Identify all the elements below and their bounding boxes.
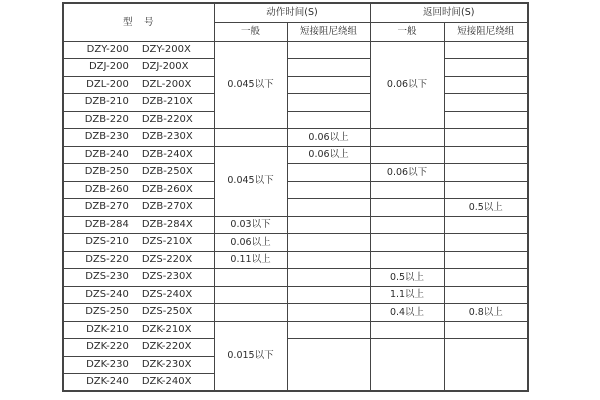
value-cell: 1.1以上 xyxy=(370,286,444,304)
model-cell xyxy=(63,146,214,164)
model-label: DZB-230X xyxy=(141,131,193,143)
model-label: DZK-230 xyxy=(86,358,129,370)
model-label: DZB-240X xyxy=(141,148,193,160)
model-label: DZB-284 xyxy=(84,218,129,230)
model-pair xyxy=(64,132,214,142)
model-label: DZB-250 xyxy=(84,166,129,178)
value-cell xyxy=(287,181,370,199)
table-row xyxy=(63,59,528,77)
model-cell xyxy=(63,269,214,287)
table-row xyxy=(63,76,528,94)
model-pair xyxy=(64,377,214,387)
value-cell xyxy=(444,286,528,304)
table-row xyxy=(63,146,528,164)
value-cell xyxy=(370,146,444,164)
value-cell xyxy=(444,269,528,287)
value-cell xyxy=(370,181,444,199)
model-label: DZS-250 xyxy=(85,306,129,318)
value-cell xyxy=(287,164,370,182)
model-pair xyxy=(64,185,214,195)
model-label: DZB-260 xyxy=(84,183,129,195)
model-label: DZB-270 xyxy=(84,201,129,213)
model-label: DZL-200 xyxy=(86,78,129,90)
model-cell xyxy=(63,216,214,234)
value-cell xyxy=(444,181,528,199)
model-cell xyxy=(63,286,214,304)
model-cell xyxy=(63,94,214,112)
value-cell: 0.045以下 xyxy=(214,146,287,216)
value-cell xyxy=(214,304,287,322)
model-label: DZK-210 xyxy=(86,323,129,335)
model-label: DZS-250X xyxy=(141,306,193,318)
table-row xyxy=(63,94,528,112)
value-cell xyxy=(214,286,287,304)
value-cell xyxy=(444,59,528,77)
value-cell xyxy=(370,321,444,339)
model-label: DZL-200X xyxy=(141,78,192,90)
action-general-subheader: 一般 xyxy=(214,22,287,41)
model-label: DZB-240 xyxy=(84,148,129,160)
model-pair xyxy=(64,237,214,247)
model-label: DZK-220 xyxy=(86,341,129,353)
value-cell xyxy=(444,234,528,252)
model-cell xyxy=(63,199,214,217)
table-row xyxy=(63,251,528,269)
model-label: DZK-230X xyxy=(141,358,192,370)
model-label: DZK-240X xyxy=(141,376,192,387)
header-row-groups xyxy=(63,3,528,22)
model-cell xyxy=(63,234,214,252)
model-pair xyxy=(64,80,214,90)
return-damping-subheader: 短接阻尼绕组 xyxy=(444,22,528,41)
value-cell xyxy=(287,59,370,77)
model-pair xyxy=(64,342,214,352)
model-pair xyxy=(64,150,214,160)
model-label: DZB-260X xyxy=(141,183,193,195)
value-cell xyxy=(287,216,370,234)
value-cell: 0.06以上 xyxy=(214,234,287,252)
model-pair xyxy=(64,360,214,370)
value-cell xyxy=(444,76,528,94)
value-cell xyxy=(287,269,370,287)
model-cell xyxy=(63,356,214,374)
model-label: DZB-220 xyxy=(84,113,129,125)
spec-table-body xyxy=(63,41,528,391)
model-pair xyxy=(64,115,214,125)
value-cell: 0.4以上 xyxy=(370,304,444,322)
model-cell xyxy=(63,321,214,339)
model-pair xyxy=(64,45,214,55)
model-cell xyxy=(63,164,214,182)
model-label: DZJ-200X xyxy=(141,61,189,73)
table-row xyxy=(63,286,528,304)
model-cell xyxy=(63,76,214,94)
model-pair xyxy=(64,202,214,212)
value-cell xyxy=(444,164,528,182)
table-row xyxy=(63,41,528,59)
value-cell: 0.5以上 xyxy=(444,199,528,217)
model-cell xyxy=(63,111,214,129)
model-label: DZB-210X xyxy=(141,96,193,108)
value-cell xyxy=(444,111,528,129)
table-row xyxy=(63,339,528,357)
value-cell: 0.045以下 xyxy=(214,41,287,129)
model-label: DZS-220X xyxy=(141,253,193,265)
model-pair xyxy=(64,220,214,230)
model-pair xyxy=(64,255,214,265)
model-cell xyxy=(63,59,214,77)
value-cell xyxy=(444,251,528,269)
model-cell xyxy=(63,129,214,147)
table-row xyxy=(63,164,528,182)
table-row xyxy=(63,199,528,217)
table-row xyxy=(63,304,528,322)
model-label: DZS-220 xyxy=(85,253,129,265)
model-pair xyxy=(64,290,214,300)
model-label: DZB-220X xyxy=(141,113,193,125)
model-cell xyxy=(63,251,214,269)
model-cell xyxy=(63,304,214,322)
value-cell: 0.03以下 xyxy=(214,216,287,234)
model-label: DZB-250X xyxy=(141,166,193,178)
value-cell xyxy=(444,146,528,164)
model-label: DZK-240 xyxy=(86,376,129,387)
model-cell xyxy=(63,41,214,59)
value-cell xyxy=(444,129,528,147)
model-pair xyxy=(64,167,214,177)
value-cell xyxy=(370,199,444,217)
model-cell xyxy=(63,339,214,357)
model-column-header: 型 号 xyxy=(63,3,214,41)
value-cell xyxy=(444,339,528,392)
value-cell xyxy=(214,269,287,287)
model-label: DZY-200 xyxy=(86,43,129,55)
table-row xyxy=(63,269,528,287)
value-cell xyxy=(287,234,370,252)
value-cell xyxy=(370,234,444,252)
model-label: DZJ-200 xyxy=(88,61,129,73)
value-cell: 0.8以上 xyxy=(444,304,528,322)
value-cell xyxy=(444,94,528,112)
value-cell xyxy=(287,251,370,269)
model-label: DZS-240 xyxy=(85,288,129,300)
value-cell xyxy=(287,199,370,217)
value-cell xyxy=(370,129,444,147)
value-cell xyxy=(287,41,370,59)
value-cell xyxy=(370,216,444,234)
value-cell xyxy=(214,129,287,147)
table-row xyxy=(63,321,528,339)
model-cell xyxy=(63,374,214,392)
value-cell xyxy=(287,76,370,94)
value-cell: 0.015以下 xyxy=(214,321,287,391)
action-time-header: 动作时间(S) xyxy=(214,3,370,22)
value-cell xyxy=(287,94,370,112)
value-cell xyxy=(287,286,370,304)
return-general-subheader: 一般 xyxy=(370,22,444,41)
value-cell xyxy=(287,304,370,322)
table-row xyxy=(63,129,528,147)
model-pair xyxy=(64,97,214,107)
model-label: DZB-210 xyxy=(84,96,129,108)
model-label: DZK-220X xyxy=(141,341,192,353)
model-label: DZS-240X xyxy=(141,288,193,300)
model-label: DZB-270X xyxy=(141,201,193,213)
value-cell xyxy=(370,251,444,269)
value-cell xyxy=(444,216,528,234)
value-cell xyxy=(370,339,444,392)
value-cell xyxy=(287,339,370,392)
table-row xyxy=(63,234,528,252)
value-cell: 0.06以下 xyxy=(370,41,444,129)
model-label: DZS-230X xyxy=(141,271,193,283)
model-label: DZB-284X xyxy=(141,218,193,230)
table-row xyxy=(63,216,528,234)
model-label: DZS-210X xyxy=(141,236,193,248)
spec-table-head xyxy=(63,3,528,41)
model-cell xyxy=(63,181,214,199)
action-damping-subheader: 短接阻尼绕组 xyxy=(287,22,370,41)
value-cell: 0.06以上 xyxy=(287,129,370,147)
model-label: DZS-230 xyxy=(85,271,129,283)
model-pair xyxy=(64,307,214,317)
model-label: DZY-200X xyxy=(141,43,191,55)
table-row xyxy=(63,181,528,199)
value-cell xyxy=(287,321,370,339)
value-cell xyxy=(287,111,370,129)
model-pair xyxy=(64,325,214,335)
value-cell: 0.06以下 xyxy=(370,164,444,182)
value-cell: 0.11以上 xyxy=(214,251,287,269)
spec-table xyxy=(62,2,529,392)
table-row xyxy=(63,111,528,129)
model-label: DZB-230 xyxy=(84,131,129,143)
model-pair xyxy=(64,272,214,282)
value-cell xyxy=(444,41,528,59)
model-label: DZK-210X xyxy=(141,323,192,335)
value-cell: 0.06以上 xyxy=(287,146,370,164)
return-time-header: 返回时间(S) xyxy=(370,3,528,22)
model-pair xyxy=(64,62,214,72)
value-cell: 0.5以上 xyxy=(370,269,444,287)
model-label: DZS-210 xyxy=(85,236,129,248)
value-cell xyxy=(444,321,528,339)
